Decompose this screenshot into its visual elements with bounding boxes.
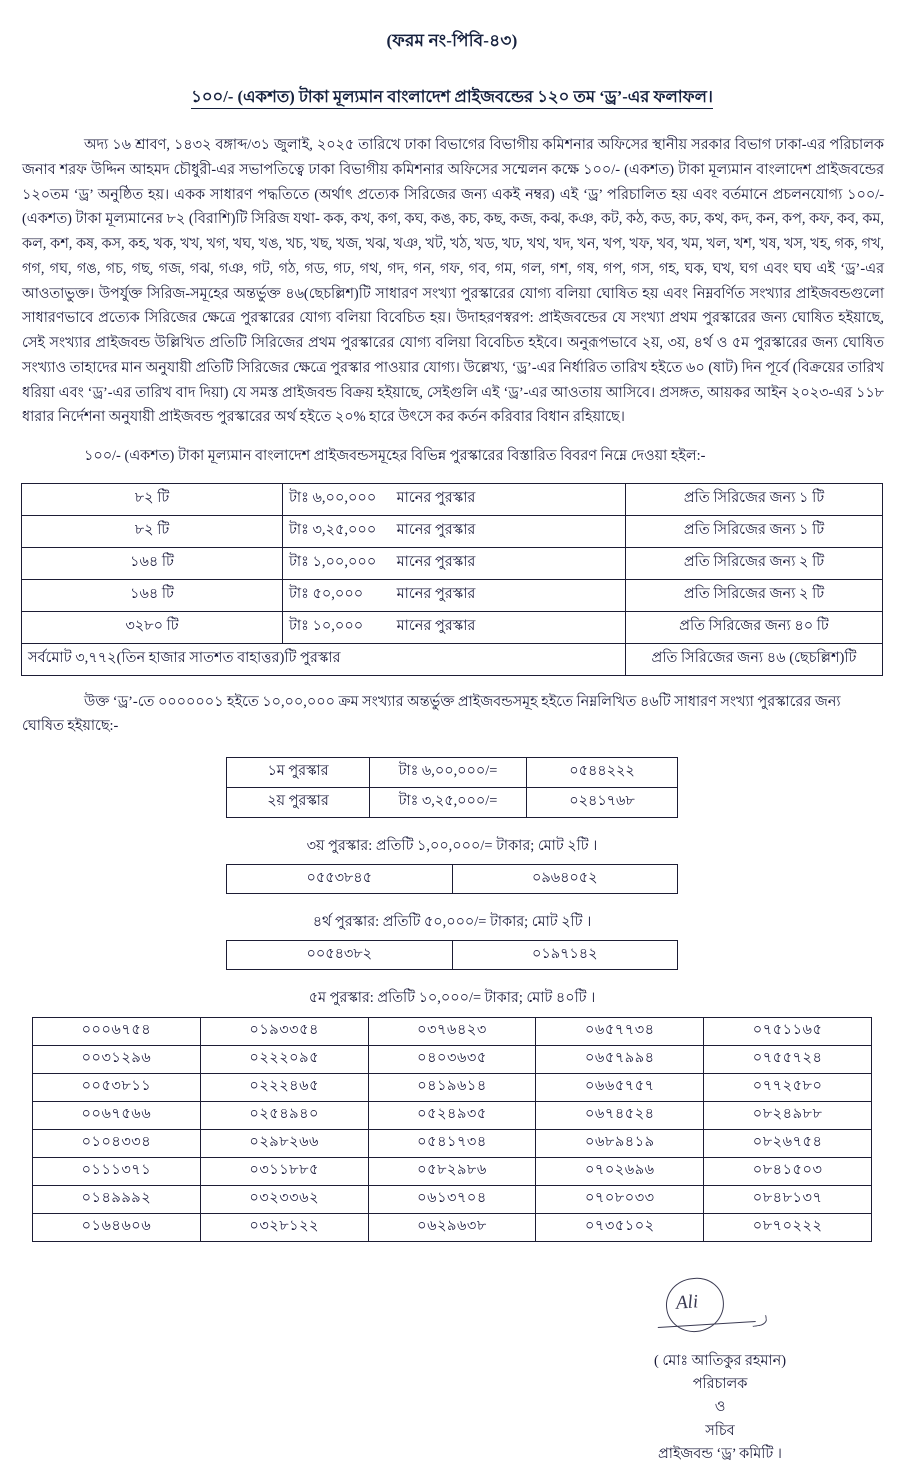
signatory-committee: প্রাইজবন্ড ‘ড্র’ কমিটি । xyxy=(658,1445,782,1462)
fourth-prize-number: ০০৫৪৩৮২ xyxy=(227,940,453,969)
prize-amount-suffix: মানের পুরস্কার xyxy=(396,586,476,603)
fifth-prize-number: ০৬৫৭৯৯৪ xyxy=(536,1045,704,1073)
fifth-prize-body xyxy=(33,1017,872,1241)
table-row xyxy=(22,611,883,643)
fifth-prize-number: ০৫৮২৯৮৬ xyxy=(368,1157,536,1185)
page-title xyxy=(0,84,904,113)
prize-amount-suffix: মানের পুরস্কার xyxy=(396,554,476,571)
fifth-prize-number: ০২২২৪৬৫ xyxy=(200,1073,368,1101)
signature-tail-stroke xyxy=(751,1315,767,1327)
fifth-prize-number: ০৬১৩৭০৪ xyxy=(368,1185,536,1213)
fifth-prize-number: ০২৫৪৯৪০ xyxy=(200,1101,368,1129)
fifth-prize-number: ০৬৮৯৪১৯ xyxy=(536,1129,704,1157)
second-prize-number: ০২৪১৭৬৮ xyxy=(527,787,678,817)
prize-value xyxy=(283,611,626,643)
fifth-prize-number: ০১১১৩৭১ xyxy=(33,1157,201,1185)
prize-count: ৮২ টি xyxy=(22,515,283,547)
fifth-prize-number: ০১৪৯৯৯২ xyxy=(33,1185,201,1213)
fifth-prize-number: ০০০৬৭৫৪ xyxy=(33,1017,201,1045)
prize-count: ১৬৪ টি xyxy=(22,579,283,611)
signatory-title-secondary: সচিব xyxy=(705,1422,735,1439)
second-prize-amount: টাঃ ৩,২৫,০০০/= xyxy=(370,787,527,817)
fifth-prize-table xyxy=(32,1017,872,1242)
fifth-prize-number: ০৩৭৬৪২৩ xyxy=(368,1017,536,1045)
form-number: (ফরম নং-পিবি-৪৩) xyxy=(386,31,518,50)
third-prize-number: ০৯৬৪০৫২ xyxy=(452,864,678,893)
table-row xyxy=(33,1045,872,1073)
prize-amount-suffix: মানের পুরস্কার xyxy=(396,490,476,507)
table-intro-text: ১০০/- (একশত) টাকা মূল্যমান বাংলাদেশ প্রাইজবন্ডসমূহের বিভিন্ন পুরস্কারের বিস্তারিত বিবরণ নিম্নে দেওয়া হইল:- xyxy=(84,448,706,465)
prize-amount-suffix: মানের পুরস্কার xyxy=(396,522,476,539)
table-row xyxy=(22,579,883,611)
fifth-prize-number: ০১০৪৩৩৪ xyxy=(33,1129,201,1157)
fifth-prize-number: ০৩২৩৩৬২ xyxy=(200,1185,368,1213)
third-prize-body xyxy=(227,864,678,893)
table-row xyxy=(33,1185,872,1213)
third-prize-caption: ৩য় পুরস্কার: প্রতিটি ১,০০,০০০/= টাকার; মোট ২টি । xyxy=(306,837,598,854)
fifth-prize-number: ০৬৫৭৭৩৪ xyxy=(536,1017,704,1045)
fifth-prize-number: ০৩১১৮৮৫ xyxy=(200,1157,368,1185)
first-prize-label: ১ম পুরস্কার xyxy=(227,757,370,787)
fifth-prize-number: ০৭৫৫৭২৪ xyxy=(704,1045,872,1073)
fifth-prize-number: ০৬৬৫৭৫৭ xyxy=(536,1073,704,1101)
prize-value xyxy=(283,483,626,515)
fifth-prize-number: ০৬২৯৬৩৮ xyxy=(368,1213,536,1241)
third-prize-table xyxy=(226,864,678,894)
table-row xyxy=(227,940,678,969)
fifth-prize-caption: ৫ম পুরস্কার: প্রতিটি ১০,০০০/= টাকার; মোট ৪০টি । xyxy=(308,989,596,1006)
draw-intro-text: উক্ত ‘ড্র’-তে ০০০০০০১ হইতে ১০,০০,০০০ ক্রম সংখ্যার অন্তর্ভুক্ত প্রাইজবন্ডসমূহ হইতে নিম্নলিখিত ৪৬টি সাধারণ সংখ্যা পুরস্কারের জন্য ঘোষিত হইয়াছে:- xyxy=(22,693,841,735)
fifth-prize-number: ০৭৭২৫৮০ xyxy=(704,1073,872,1101)
prize-value xyxy=(283,515,626,547)
fifth-prize-number: ০৭৩৫১০২ xyxy=(536,1213,704,1241)
fourth-prize-number: ০১৯৭১৪২ xyxy=(452,940,678,969)
fourth-prize-table xyxy=(226,940,678,970)
prize-per-series: প্রতি সিরিজের জন্য ২ টি xyxy=(626,579,883,611)
prize-amount: টাঃ ৩,২৫,০০০ xyxy=(289,522,377,539)
fifth-prize-number: ০৮৪৮১৩৭ xyxy=(704,1185,872,1213)
first-prize-amount: টাঃ ৬,০০,০০০/= xyxy=(370,757,527,787)
fifth-prize-number: ০৮৭০২২২ xyxy=(704,1213,872,1241)
fifth-prize-number: ০৪১৯৬১৪ xyxy=(368,1073,536,1101)
fifth-prize-number: ০১৬৪৬০৬ xyxy=(33,1213,201,1241)
fifth-prize-number: ০৭০২৬৯৬ xyxy=(536,1157,704,1185)
table-row xyxy=(227,787,678,817)
table-total-row xyxy=(22,643,883,675)
fifth-prize-number: ০২৯৮২৬৬ xyxy=(200,1129,368,1157)
prize-amount: টাঃ ৬,০০,০০০ xyxy=(289,490,377,507)
prize-count: ১৬৪ টি xyxy=(22,547,283,579)
bottom-spacer xyxy=(0,1466,904,1474)
total-prizes-label: সর্বমোট ৩,৭৭২(তিন হাজার সাতশত বাহাত্তর)টি পুরস্কার xyxy=(22,643,626,675)
fifth-prize-number: ০৮২৬৭৫৪ xyxy=(704,1129,872,1157)
table-row xyxy=(33,1101,872,1129)
signature-initials: Ali xyxy=(675,1290,699,1314)
fourth-prize-caption: ৪র্থ পুরস্কার: প্রতিটি ৫০,০০০/= টাকার; মোট ২টি । xyxy=(312,913,592,930)
fifth-prize-number: ০০৩১২৯৬ xyxy=(33,1045,201,1073)
fifth-prize-number: ০৪০৩৬৩৫ xyxy=(368,1045,536,1073)
fifth-prize-number: ০৭৫১১৬৫ xyxy=(704,1017,872,1045)
signature-block xyxy=(570,1276,870,1467)
prize-value xyxy=(283,547,626,579)
third-prize-number: ০৫৫৩৮৪৫ xyxy=(227,864,453,893)
table-row xyxy=(227,757,678,787)
prize-breakdown-body xyxy=(22,483,883,675)
prize-breakdown-table xyxy=(21,483,883,676)
prize-count: ৩২৮০ টি xyxy=(22,611,283,643)
prize-amount-suffix: মানের পুরস্কার xyxy=(396,618,476,635)
fifth-prize-number: ০৭০৮০৩৩ xyxy=(536,1185,704,1213)
prize-amount: টাঃ ৫০,০০০ xyxy=(289,586,364,603)
body-paragraph: অদ্য ১৬ শ্রাবণ, ১৪৩২ বঙ্গাব্দ/৩১ জুলাই, ২০২৫ তারিখে ঢাকা বিভাগের বিভাগীয় কমিশনার অফিসের স্থানীয় সরকার বিভাগ ঢাকা-এর পরিচালক জনাব শরফ উদ্দিন আহমদ চৌধুরী-এর সভাপতিত্বে ঢাকা বিভাগীয় কমিশনার অফিসের সম্মেলন কক্ষে ১০০/- (একশত) টাকা মূল্যমান বাংলাদেশ প্রাইজবন্ডের ১২০তম ‘ড্র’ অনুষ্ঠিত হয়। একক সাধারণ পদ্ধতিতে (অর্থাৎ প্রত্যেক সিরিজের জন্য একই নম্বর) এই ‘ড্র’ পরিচালিত হয় এবং বর্তমানে প্রচলনযোগ্য ১০০/- (একশত) টাকা মূল্যমানের ৮২ (বিরাশি)টি সিরিজ যথা- কক, কখ, কগ, কঘ, কঙ, কচ, কছ, কজ, কঝ, কঞ, কট, কঠ, কড, কঢ, কথ, কদ, কন, কপ, কফ, কব, কম, কল, কশ, কষ, কস, কহ, খক, খখ, খগ, খঘ, খঙ, খচ, খছ, খজ, খঝ, খঞ, খট, খঠ, খড, খঢ, খথ, খদ, খন, খপ, খফ, খব, খম, খল, খশ, খষ, খস, খহ, গক, গখ, গগ, গঘ, গঙ, গচ, গছ, গজ, গঝ, গঞ, গট, গঠ, গড, গঢ, গথ, গদ, গন, গফ, গব, গম, গল, গশ, গষ, গপ, গস, গহ, ঘক, ঘখ, ঘগ এবং ঘঘ এই ‘ড্র’-এর আওতাভুক্ত। উপর্যুক্ত সিরিজ-সমূহের অন্তর্ভুক্ত ৪৬(ছেচল্লিশ)টি সাধারণ সংখ্যা পুরস্কারের যোগ্য বলিয়া ঘোষিত হয় এবং নিম্নবর্ণিত সংখ্যার প্রাইজবন্ডগুলো সাধারণভাবে প্রত্যেক সিরিজের ক্ষেত্রে পুরস্কারের যোগ্য বলিয়া বিবেচিত হয়। উদাহরণস্বরপ: প্রাইজবন্ডের যে সংখ্যা প্রথম পুরস্কারের জন্য ঘোষিত হইয়াছে, সেই সংখ্যার প্রাইজবন্ড উল্লিখিত প্রতিটি সিরিজের প্রথম পুরস্কারের যোগ্য বলিয়া বিবেচিত হইবে। অনুরূপভাবে ২য়, ৩য়, ৪র্থ ও ৫ম পুরস্কারের জন্য ঘোষিত সংখ্যাও তাহাদের মান অনুযায়ী প্রতিটি সিরিজের ক্ষেত্রে পুরস্কার পাওয়ার যোগ্য। উল্লেখ্য, ‘ড্র’-এর নির্ধারিত তারিখ হইতে ৬০ (ষাট) দিন পূর্বে (বিক্রয়ের তারিখ ধরিয়া এবং ‘ড্র’-এর তারিখ বাদ দিয়া) যে সমস্ত প্রাইজবন্ড বিক্রয় হইয়াছে, সেইগুলি এই ‘ড্র’-এর আওতায় আসিবে। প্রসঙ্গত, আয়কর আইন ২০২৩-এর ১১৮ ধারার নির্দেশনা অনুযায়ী প্রাইজবন্ড পুরস্কারের অর্থ হইতে ২০% হারে উৎসে কর কর্তন করিবার বিধান রহিয়াছে। xyxy=(22,137,884,426)
page-title-text: ১০০/- (একশত) টাকা মূল্যমান বাংলাদেশ প্রাইজবন্ডের ১২০ তম ‘ড্র’-এর ফলাফল। xyxy=(191,87,713,109)
prize-per-series: প্রতি সিরিজের জন্য ২ টি xyxy=(626,547,883,579)
fifth-prize-number: ০৬৭৪৫২৪ xyxy=(536,1101,704,1129)
table-row xyxy=(33,1157,872,1185)
fifth-prize-number: ০০৬৭৫৬৬ xyxy=(33,1101,201,1129)
top-prizes-table xyxy=(226,757,678,818)
prize-amount: টাঃ ১,০০,০০০ xyxy=(289,554,377,571)
signature-icon xyxy=(570,1276,870,1350)
prize-per-series: প্রতি সিরিজের জন্য ১ টি xyxy=(626,483,883,515)
prize-per-series: প্রতি সিরিজের জন্য ১ টি xyxy=(626,515,883,547)
fifth-prize-number: ০৫২৪৯৩৫ xyxy=(368,1101,536,1129)
table-row xyxy=(227,864,678,893)
prize-count: ৮২ টি xyxy=(22,483,283,515)
fifth-prize-number: ০১৯৩৩৫৪ xyxy=(200,1017,368,1045)
second-prize-label: ২য় পুরস্কার xyxy=(227,787,370,817)
fourth-prize-body xyxy=(227,940,678,969)
fifth-prize-number: ০৩২৮১২২ xyxy=(200,1213,368,1241)
signatory-conjunction: ও xyxy=(714,1399,726,1416)
signatory-title: পরিচালক xyxy=(692,1375,748,1392)
fifth-prize-number: ০০৫৩৮১১ xyxy=(33,1073,201,1101)
table-row xyxy=(22,547,883,579)
fifth-prize-number: ০৫৪১৭৩৪ xyxy=(368,1129,536,1157)
table-row xyxy=(33,1017,872,1045)
prize-amount: টাঃ ১০,০০০ xyxy=(289,618,364,635)
first-prize-number: ০৫৪৪২২২ xyxy=(527,757,678,787)
table-row xyxy=(33,1213,872,1241)
prize-per-series: প্রতি সিরিজের জন্য ৪০ টি xyxy=(626,611,883,643)
table-row xyxy=(22,515,883,547)
top-prizes-body xyxy=(227,757,678,817)
fifth-prize-number: ০৮২৪৯৮৮ xyxy=(704,1101,872,1129)
prize-value xyxy=(283,579,626,611)
table-row xyxy=(33,1129,872,1157)
table-row xyxy=(33,1073,872,1101)
total-per-series: প্রতি সিরিজের জন্য ৪৬ (ছেচল্লিশ)টি xyxy=(626,643,883,675)
fifth-prize-number: ০২২২০৯৫ xyxy=(200,1045,368,1073)
signatory-name: ( মোঃ আতিকুর রহমান) xyxy=(654,1352,786,1369)
table-row xyxy=(22,483,883,515)
fifth-prize-number: ০৮৪১৫০৩ xyxy=(704,1157,872,1185)
